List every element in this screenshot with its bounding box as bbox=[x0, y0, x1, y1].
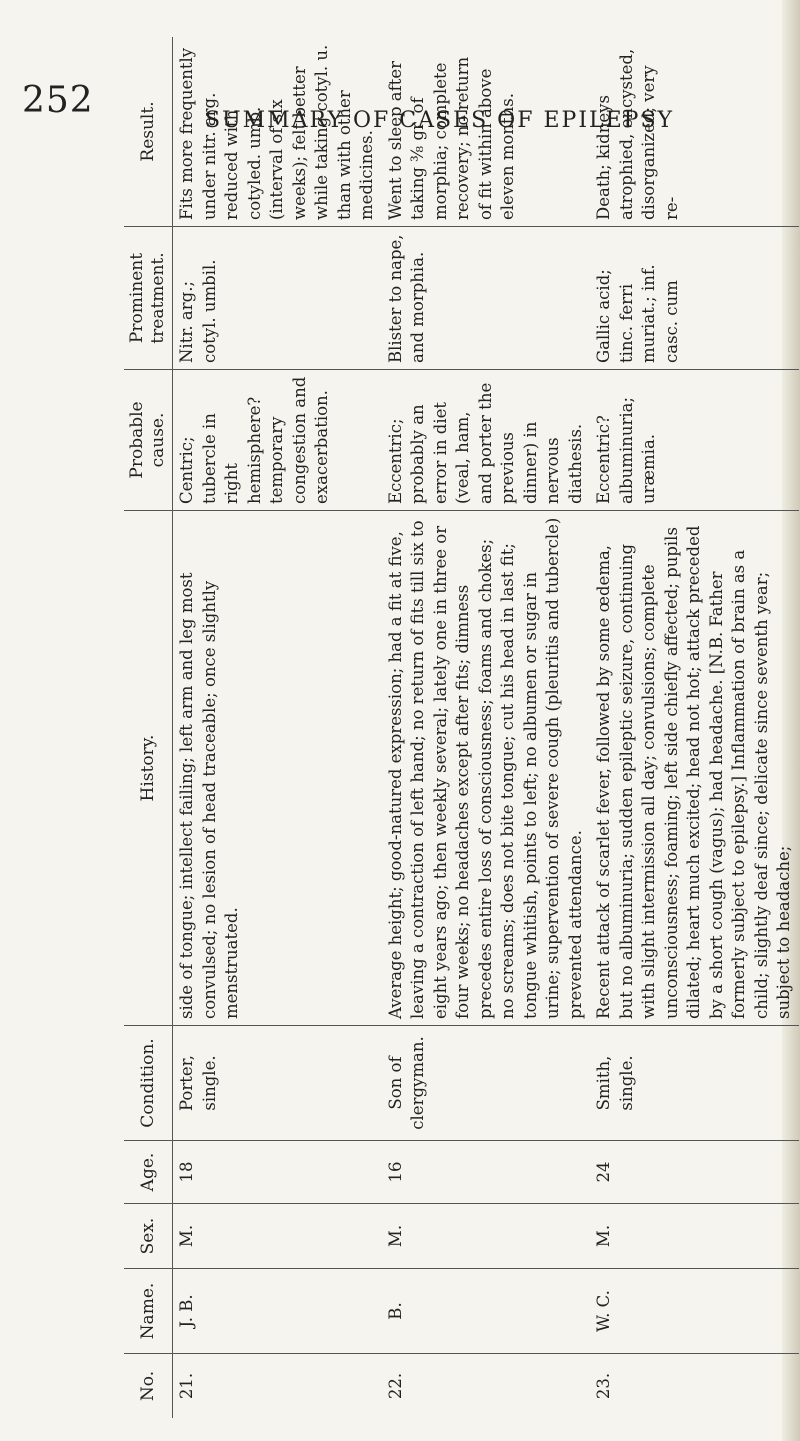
col-header-history: History. bbox=[124, 511, 173, 1026]
table-row bbox=[590, 37, 799, 1418]
case-sex: M. bbox=[382, 1204, 591, 1269]
case-number: 22. bbox=[382, 1354, 591, 1419]
case-treatment: Gallic acid; tinc. ferri muriat.; inf. casc. cum bbox=[590, 227, 799, 370]
case-sex: M. bbox=[173, 1204, 382, 1269]
case-age: 16 bbox=[382, 1141, 591, 1204]
col-header-condition: Condition. bbox=[124, 1026, 173, 1141]
col-header-name: Name. bbox=[124, 1269, 173, 1354]
case-number: 21. bbox=[173, 1354, 382, 1419]
running-title: SUMMARY OF CASES OF EPILEPSY bbox=[205, 108, 675, 133]
case-history: Average height; good-natured expression; had a fit at five, leaving a contraction of left hand; no return of fits till six to eight years ago; then weekly several; lately one in three or four weeks; no headaches except after fits; dimness precedes entire loss of consciousness; foams and chokes; no screams; does not bite tongue; cut his head in last fit; tongue whitish, points to left; no albumen or sugar in urine; supervention of severe cough (pleuritis and tubercle) prevented attendance. bbox=[382, 511, 591, 1026]
case-name: B. bbox=[382, 1269, 591, 1354]
case-history: Recent attack of scarlet fever, followed by some œdema, but no albuminuria; sudden epileptic seizure, continuing with slight intermission all day; convulsions; complete unconsciousness; foaming; left side chiefly affected; pupils dilated; heart much excited; head not hot; attack preceded by a short cough (vagus); had headache. [N.B. Father formerly subject to epilepsy.] Inflammation of brain as a child; slightly deaf since; delicate since seventh year; subject to headache; bbox=[590, 511, 799, 1026]
page-number: 252 bbox=[22, 80, 94, 121]
col-header-treatment: Prominent treatment. bbox=[124, 227, 173, 370]
col-header-result: Result. bbox=[124, 37, 173, 227]
case-cause: Eccentric? albuminuria; uræmia. bbox=[590, 370, 799, 511]
table-row bbox=[382, 37, 591, 1418]
case-treatment: Nitr. arg.; cotyl. umbil. bbox=[173, 227, 382, 370]
case-name: J. B. bbox=[173, 1269, 382, 1354]
case-result: Went to sleep after taking ⅜ gr. of morphia; complete recovery; no return of fit within above eleven months. bbox=[382, 37, 591, 227]
case-sex: M. bbox=[590, 1204, 799, 1269]
table-header-row bbox=[124, 37, 173, 1418]
case-name: W. C. bbox=[590, 1269, 799, 1354]
case-age: 18 bbox=[173, 1141, 382, 1204]
case-treatment: Blister to nape, and morphia. bbox=[382, 227, 591, 370]
col-header-no: No. bbox=[124, 1354, 173, 1419]
case-history: side of tongue; intellect failing; left arm and leg most convulsed; no lesion of head traceable; once slightly menstruated. bbox=[173, 511, 382, 1026]
case-number: 23. bbox=[590, 1354, 799, 1419]
case-age: 24 bbox=[590, 1141, 799, 1204]
case-cause: Centric; tubercle in right hemisphere? temporary congestion and exacerbation. bbox=[173, 370, 382, 511]
case-cause: Eccentric; probably an error in diet (veal, ham, and porter the previous dinner) in nervous diathesis. bbox=[382, 370, 591, 511]
case-result: Fits more frequently under nitr. arg. reduced with cotyled. umb. (interval of six weeks); felt better while taking cotyl. u. than with other medicines. bbox=[173, 37, 382, 227]
col-header-sex: Sex. bbox=[124, 1204, 173, 1269]
col-header-cause: Probable cause. bbox=[124, 370, 173, 511]
case-result: Death; kidneys atrophied, encysted, disorganized; very re- bbox=[590, 37, 799, 227]
case-condition: Son of clergyman. bbox=[382, 1026, 591, 1141]
col-header-age: Age. bbox=[124, 1141, 173, 1204]
table-row bbox=[173, 37, 382, 1418]
cases-table bbox=[124, 37, 799, 1418]
case-condition: Smith, single. bbox=[590, 1026, 799, 1141]
case-condition: Porter, single. bbox=[173, 1026, 382, 1141]
